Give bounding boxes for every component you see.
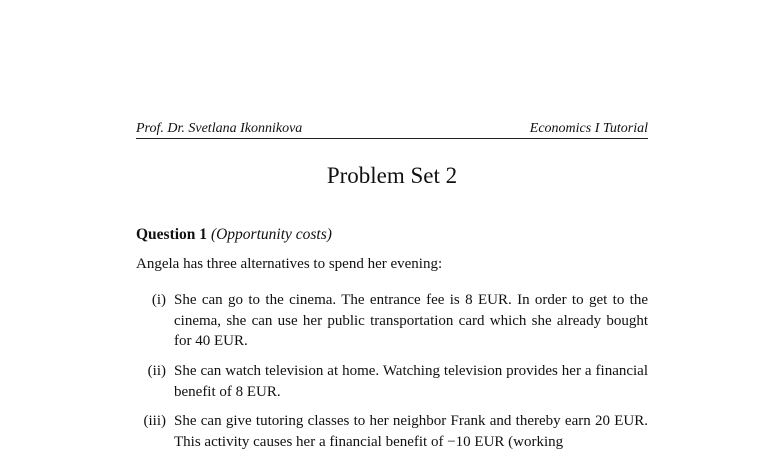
list-item-number: (iii) [143,413,166,429]
header-course: Economics I Tutorial [529,121,648,136]
question-topic: (Opportunity costs) [210,226,332,243]
list-item-text: She can give tutoring classes to her neighbor Frank and thereby earn 20 EUR. This activity causes her a financial benefit of −10 EUR (working [174,413,648,450]
list-item-number: (ii) [147,363,166,379]
list-item-text: She can go to the cinema. The entrance fee is 8 EUR. In order to get to the cinema, she can use her public transportation card which she already bought for 40 EUR. [174,292,648,349]
list-item-text: She can watch television at home. Watching television provides her a financial benefit of 8 EUR. [174,363,648,400]
document-title: Problem Set 2 [326,163,458,188]
list-item-number: (i) [151,292,166,308]
question-label: Question 1 [136,226,208,243]
question-heading [136,226,332,244]
page-header [136,118,648,139]
header-author: Prof. Dr. Svetlana Ikonnikova [136,121,303,136]
question-intro: Angela has three alternatives to spend her evening: [136,256,443,272]
